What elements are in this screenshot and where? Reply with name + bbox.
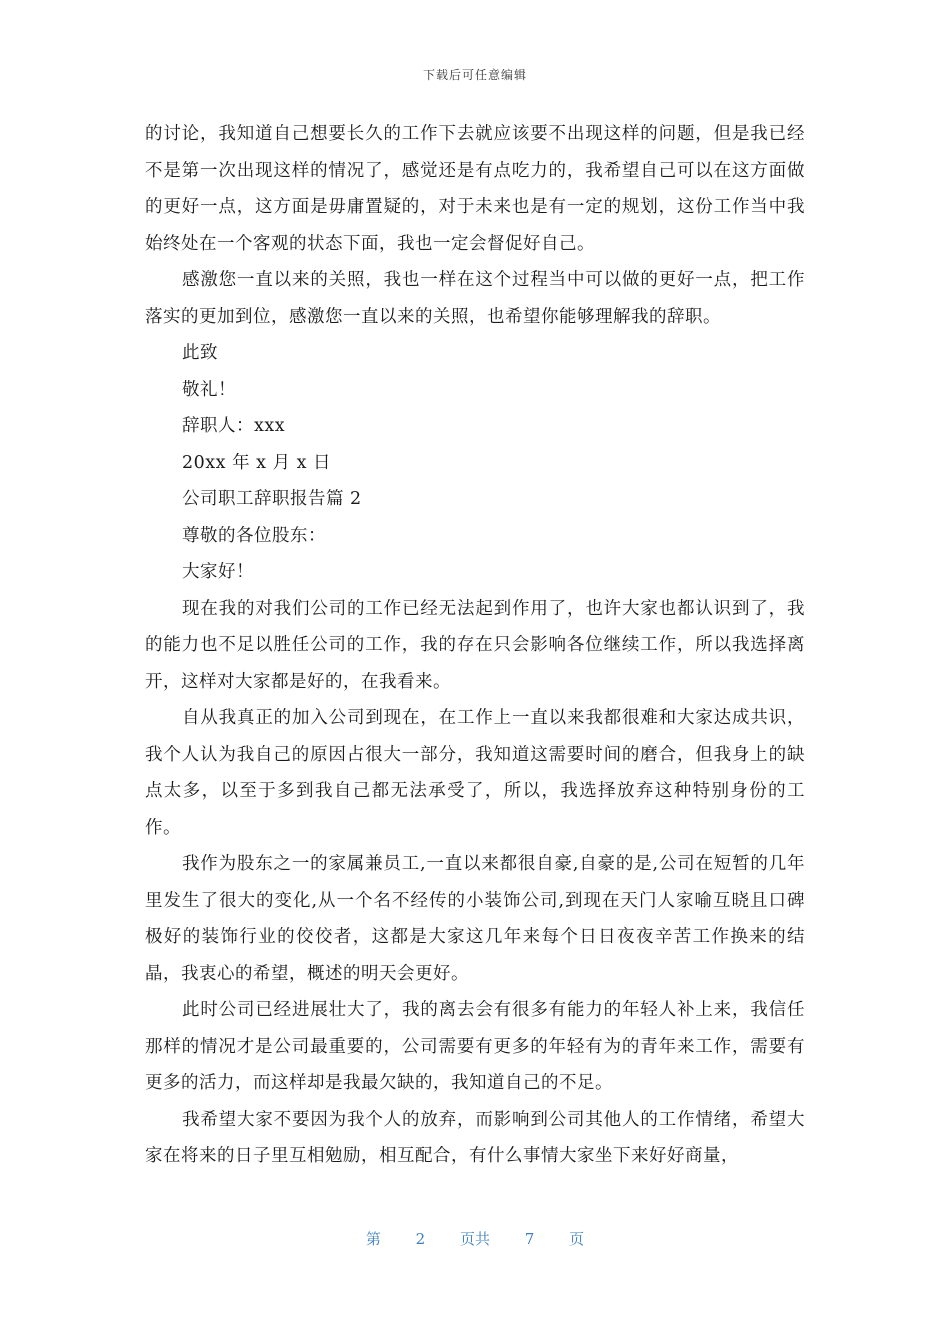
signature-line: 辞职人：xxx: [182, 416, 286, 436]
paragraph: 现在我的对我们公司的工作已经无法起到作用了，也许大家也都认识到了，我的能力也不足以胜任公司的工作，我的存在只会影响各位继续工作，所以我选择离开，这样对大家都是好的，在我看来。: [145, 598, 805, 692]
paragraph: 此时公司已经进展壮大了，我的离去会有很多有能力的年轻人补上来，我信任那样的情况才是公司最重要的，公司需要有更多的年轻有为的青年来工作，需要有更多的活力，而这样却是我最欠缺的，我知道自己的不足。: [145, 1000, 805, 1093]
section-title: 公司职工辞职报告篇 2: [182, 489, 362, 509]
page-footer: [0, 1228, 950, 1249]
footer-total-pages: 7: [524, 1230, 535, 1248]
date-line: 20xx 年 x 月 x 日: [182, 452, 332, 473]
salutation: 尊敬的各位股东：: [182, 525, 326, 546]
footer-label-page: 第: [365, 1230, 381, 1248]
paragraph: 感激您一直以来的关照，我也一样在这个过程当中可以做的更好一点，把工作落实的更加到位，感激您一直以来的关照，也希望你能够理解我的辞职。: [145, 270, 805, 327]
footer-label-end: 页: [569, 1230, 585, 1248]
document-body: [145, 116, 805, 1175]
paragraph: 的讨论，我知道自己想要长久的工作下去就应该要不出现这样的问题，但是我已经不是第一次出现这样的情况了，感觉还是有点吃力的，我希望自己可以在这方面做的更好一点，这方面是毋庸置疑的，对于未来也是有一定的规划，这份工作当中我始终处在一个客观的状态下面，我也一定会督促好自己。: [145, 124, 805, 254]
closing-regards: 敬礼！: [182, 379, 236, 400]
paragraph: 我作为股东之一的家属兼员工,一直以来都很自豪,自豪的是,公司在短暂的几年里发生了很大的变化,从一个名不经传的小装饰公司,到现在天门人家喻互晓且口碑极好的装饰行业的佼佼者，这都是大家这几年来每个日日夜夜辛苦工作换来的结晶，我衷心的希望，概述的明天会更好。: [145, 854, 805, 984]
paragraph: 自从我真正的加入公司到现在，在工作上一直以来我都很难和大家达成共识，我个人认为我自己的原因占很大一部分，我知道这需要时间的磨合，但我身上的缺点太多，以至于多到我自己都无法承受了，所以，我选择放弃这种特别身份的工作。: [145, 708, 805, 838]
footer-current-page: 2: [415, 1230, 426, 1248]
footer-label-total: 页共: [459, 1230, 490, 1248]
greeting: 大家好！: [182, 562, 254, 582]
page-header: [0, 66, 950, 83]
closing-salutation: 此致: [182, 343, 218, 363]
paragraph: 我希望大家不要因为我个人的放弃，而影响到公司其他人的工作情绪，希望大家在将来的日子里互相勉励，相互配合，有什么事情大家坐下来好好商量，: [145, 1109, 805, 1166]
header-text: 下载后可任意编辑: [422, 68, 527, 82]
